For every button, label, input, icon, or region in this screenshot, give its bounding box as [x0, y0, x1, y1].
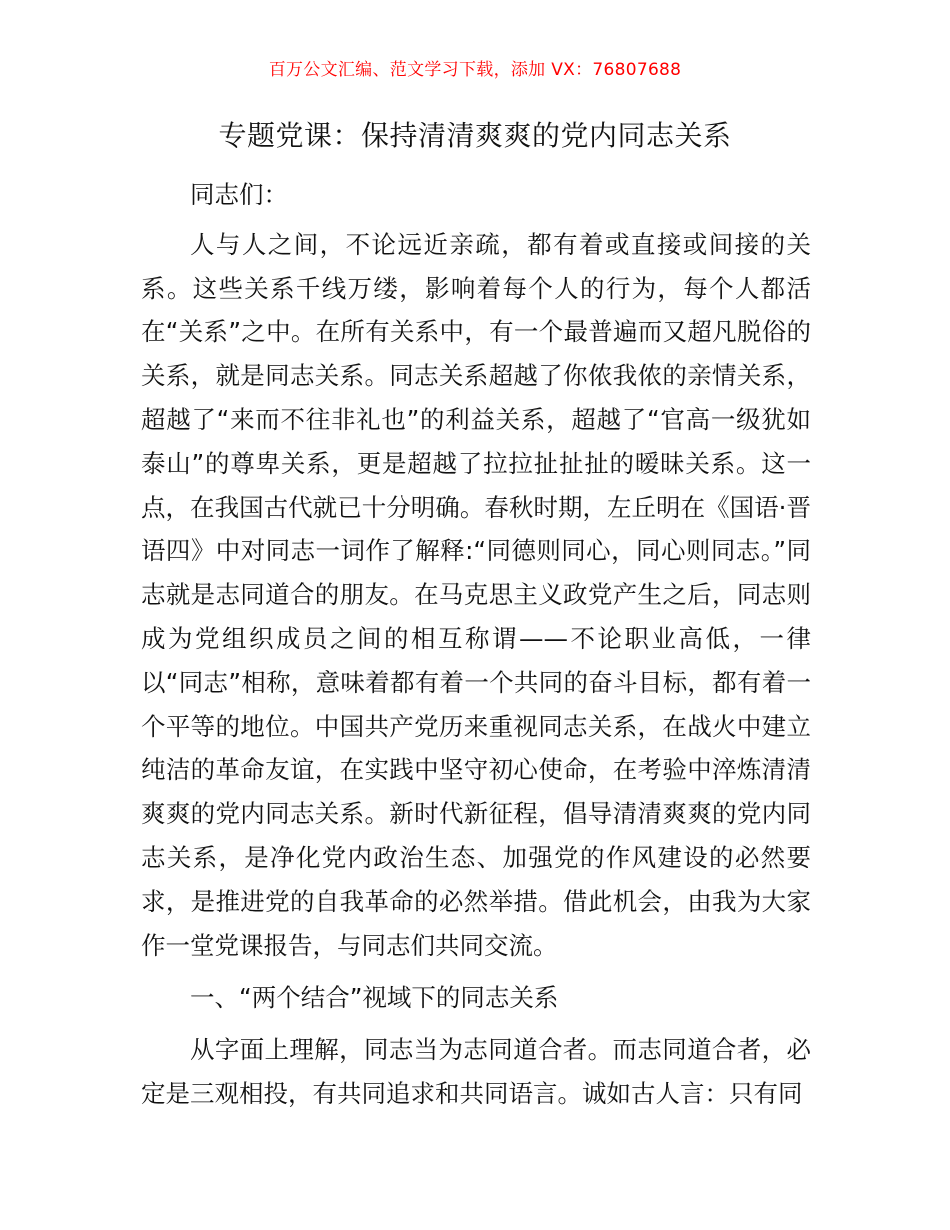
paragraph-intro: 人与人之间，不论远近亲疏，都有着或直接或间接的关系。这些关系千线万缕，影响着每个人的行为，每个人都活在“关系”之中。在所有关系中，有一个最普遍而又超凡脱俗的关系，就是同志关系。同志关系超越了你侬我侬的亲情关系，超越了“来而不往非礼也”的利益关系，超越了“官高一级犹如泰山”的尊卑关系，更是超越了拉拉扯扯扯的暧昧关系。这一点，在我国古代就已十分明确。春秋时期，左丘明在《国语·晋语四》中对同志一词作了解释:“同德则同心，同心则同志。”同志就是志同道合的朋友。在马克思主义政党产生之后，同志则成为党组织成员之间的相互称谓——不论职业高低，一律以“同志”相称，意味着都有着一个共同的奋斗目标，都有着一个平等的地位。中国共产党历来重视同志关系，在战火中建立纯洁的革命友谊，在实践中坚守初心使命，在考验中淬炼清清爽爽的党内同志关系。新时代新征程，倡导清清爽爽的党内同志关系，是净化党内政治生态、加强党的作风建设的必然要求，是推进党的自我革命的必然举措。借此机会，由我为大家作一堂党课报告，与同志们共同交流。 [141, 229, 811, 960]
document-body [141, 173, 811, 1116]
greeting: 同志们： [190, 180, 288, 209]
section-heading: 一、“两个结合”视域下的同志关系 [190, 983, 559, 1013]
paragraph-section-1: 从字面上理解，同志当为志同道合者。而志同道合者，必定是三观相投，有共同追求和共同语言。诚如古人言：只有同 [141, 1035, 811, 1108]
page-title: 专题党课：保持清清爽爽的党内同志关系 [218, 119, 732, 152]
header-promo-note: 百万公文汇编、范文学习下载，添加 VX：76807688 [268, 60, 682, 80]
